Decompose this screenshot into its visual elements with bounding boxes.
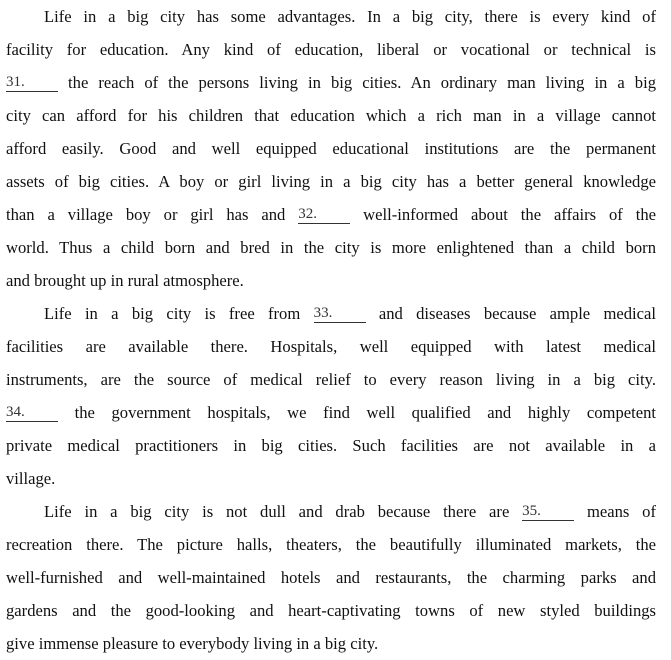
blank-34[interactable]: 34.	[6, 403, 58, 422]
text-line: world. Thus a child born and bred in the city is more enlightened than a child born	[6, 238, 656, 257]
text-line: gardens and the good-looking and heart-captivating towns of new styled buildings	[6, 601, 656, 620]
blank-33[interactable]: 33.	[314, 304, 366, 323]
text-line	[6, 198, 656, 231]
text-line: private medical practitioners in big cities. Such facilities are not available in a	[6, 436, 656, 455]
paragraph-3	[6, 495, 656, 660]
text-line: instruments, are the source of medical relief to every reason living in a big city.	[6, 370, 656, 389]
text-line: Life in a big city has some advantages. In a big city, there is every kind of	[44, 7, 656, 26]
text-line: facility for education. Any kind of education, liberal or vocational or technical is	[6, 40, 656, 59]
text-line: assets of big cities. A boy or girl living in a big city has a better general knowledge	[6, 172, 656, 191]
text-segment: Life in a big city is not dull and drab because there are	[44, 502, 523, 521]
text-segment: the government hospitals, we find well qualified and highly competent	[58, 403, 656, 422]
text-segment: than a village boy or girl has and	[6, 205, 299, 224]
blank-35[interactable]: 35.	[522, 502, 574, 521]
text-line: give immense pleasure to everybody living in a big city.	[6, 634, 379, 653]
text-line	[6, 297, 656, 330]
text-line: and brought up in rural atmosphere.	[6, 271, 244, 290]
text-line	[6, 396, 656, 429]
text-segment: and diseases because ample medical	[365, 304, 657, 323]
text-segment: well-informed about the affairs of the	[350, 205, 656, 224]
text-line: well-furnished and well-maintained hotels and restaurants, the charming parks and	[6, 568, 656, 587]
blank-31[interactable]: 31.	[6, 73, 58, 92]
text-segment: means of	[574, 502, 656, 521]
text-line: recreation there. The picture halls, theaters, the beautifully illuminated markets, the	[6, 535, 656, 554]
text-line: facilities are available there. Hospitals, well equipped with latest medical	[6, 337, 656, 356]
paragraph-1	[6, 0, 656, 297]
passage	[6, 0, 656, 660]
text-segment: Life in a big city is free from	[44, 304, 314, 323]
text-line: city can afford for his children that education which a rich man in a village cannot	[6, 106, 656, 125]
text-line	[6, 495, 656, 528]
text-line	[6, 66, 656, 99]
text-line: afford easily. Good and well equipped educational institutions are the permanent	[6, 139, 656, 158]
text-segment: the reach of the persons living in big cities. An ordinary man living in a big	[58, 73, 656, 92]
paragraph-2	[6, 297, 656, 495]
blank-32[interactable]: 32.	[298, 205, 350, 224]
text-line: village.	[6, 469, 56, 488]
